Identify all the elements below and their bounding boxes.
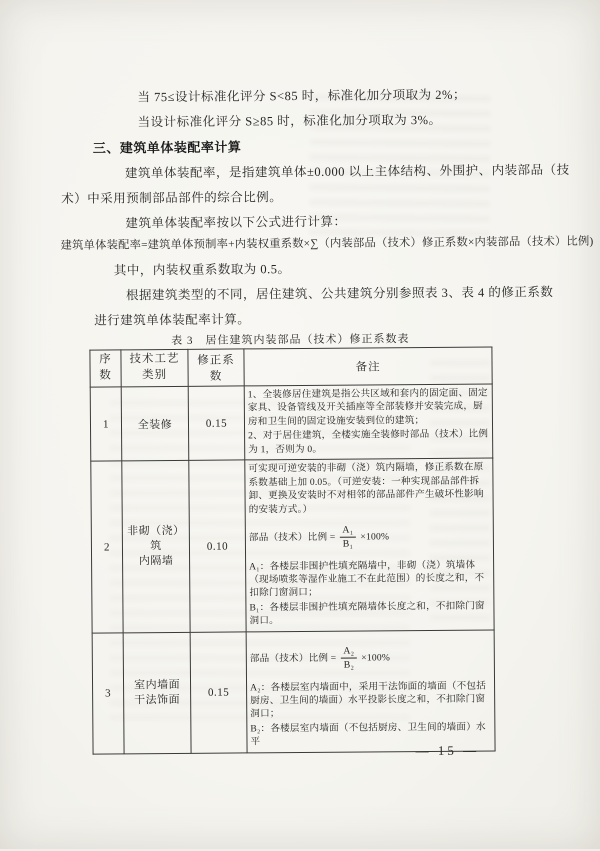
page-number: — 15 — — [415, 742, 480, 759]
row2-formula-numerator: A₁ — [339, 525, 356, 538]
row3-formula-suffix: ×100% — [361, 652, 391, 664]
row1-coefficient: 0.15 — [188, 386, 245, 460]
row2-formula-denominator: B₁ — [342, 538, 354, 550]
row3-formula-numerator: A₂ — [340, 646, 357, 659]
score-rule-line-1: 当 75≤设计标准化评分 S<85 时，标准化加分项取为 2%； — [137, 87, 467, 105]
reference-note-line-2: 进行建筑单体装配率计算。 — [94, 312, 251, 328]
row2-remark-item-1: A₁：各楼层非围护性填充隔墙中，非砌（浇）筑墙体（现场喷浆等湿作业施工不在此范围）的长度之和，不扣除门窗洞口； — [249, 559, 485, 599]
row1-remark — [244, 384, 493, 460]
header-category: 技术工艺 类别 — [121, 349, 188, 387]
row2-remark — [245, 458, 494, 632]
row2-formula-prefix: 部品（技术）比例 = — [248, 531, 336, 544]
row3-remark-item-2: B₂：各楼层室内墙面（不包括厨房、卫生间的墙面）水平 — [250, 721, 486, 748]
row2-ratio-formula — [249, 524, 490, 551]
table-header-row — [90, 347, 492, 387]
row3-ratio-formula — [250, 645, 491, 672]
row1-category: 全装修 — [121, 386, 189, 461]
table-row — [90, 384, 493, 461]
table-title: 表 3 居住建筑内装部品（技术）修正系数表 — [171, 333, 410, 348]
definition-line-1: 建筑单体装配率，是指建筑单体±0.000 以上主体结构、外围护、内装部品（技 — [124, 162, 570, 181]
row2-category: 非砌（浇）筑 内隔墙 — [122, 460, 190, 633]
row2-formula-fraction — [339, 525, 356, 551]
row3-category: 室内墙面 干法饰面 — [123, 632, 191, 753]
correction-coefficient-table — [89, 346, 495, 754]
row3-formula-fraction — [340, 646, 357, 672]
row3-remark-item-1: A₂：各楼层室内墙面中，采用干法饰面的墙面（不包括厨房、卫生间的墙面）水平投影长度之和，不扣除门窗洞口； — [250, 680, 487, 720]
row2-no: 2 — [91, 461, 123, 633]
row3-no: 3 — [92, 633, 124, 754]
reference-note-line-1: 根据建筑类型的不同，居住建筑、公共建筑分别参照表 3、表 4 的修正系数 — [125, 285, 554, 303]
header-coefficient: 修正系数 — [188, 349, 244, 386]
table-row — [91, 458, 494, 633]
assembly-rate-formula: 建筑单体装配率=建筑单体预制率+内装权重系数×∑（内装部品（技术）修正系数×内装部品（技术）比例) — [60, 235, 594, 252]
row2-remark-intro: 可实现可逆安装的非砌（浇）筑内隔墙，修正系数在原系数基础上加 0.05。（可逆安装：一种实现部品部件拆卸、更换及安装时不对相邻的部品部件产生破坏性影响的安装方式。） — [248, 461, 484, 516]
header-remark: 备注 — [244, 347, 492, 386]
row3-formula-denominator: B₂ — [343, 659, 355, 671]
row1-remark-item-2: 2、对于居住建筑，全楼实施全装修时部品（技术）比例为 1，否则为 0。 — [248, 428, 489, 456]
definition-line-2: 术）中采用预制部品部件的综合比例。 — [61, 190, 283, 206]
row3-coefficient: 0.15 — [190, 632, 247, 753]
row1-no: 1 — [90, 387, 122, 461]
section-heading: 三、建筑单体装配率计算 — [92, 139, 242, 156]
row2-formula-suffix: ×100% — [360, 531, 390, 543]
table-row — [92, 630, 495, 754]
row3-formula-prefix: 部品（技术）比例 = — [249, 652, 337, 665]
weight-coefficient-note: 其中，内装权重系数取为 0.5。 — [113, 262, 291, 278]
formula-intro: 建筑单体装配率按以下公式进行计算： — [125, 214, 347, 231]
row3-remark — [246, 630, 495, 753]
row2-remark-item-2: B₁：各楼层非围护性填充隔墙体长度之和，不扣除门窗洞口。 — [249, 600, 485, 627]
row1-remark-item-1: 1、全装修居住建筑是指公共区域和套内的固定面、固定家具、设备管线及开关插座等全部装修并安装完成，厨房和卫生间的固定设施安装到位的建筑； — [247, 387, 488, 428]
score-rule-line-2: 当设计标准化评分 S≥85 时，标准化加分项取为 3%。 — [137, 112, 442, 130]
header-no: 序 数 — [90, 350, 121, 387]
row2-coefficient: 0.10 — [189, 460, 246, 632]
